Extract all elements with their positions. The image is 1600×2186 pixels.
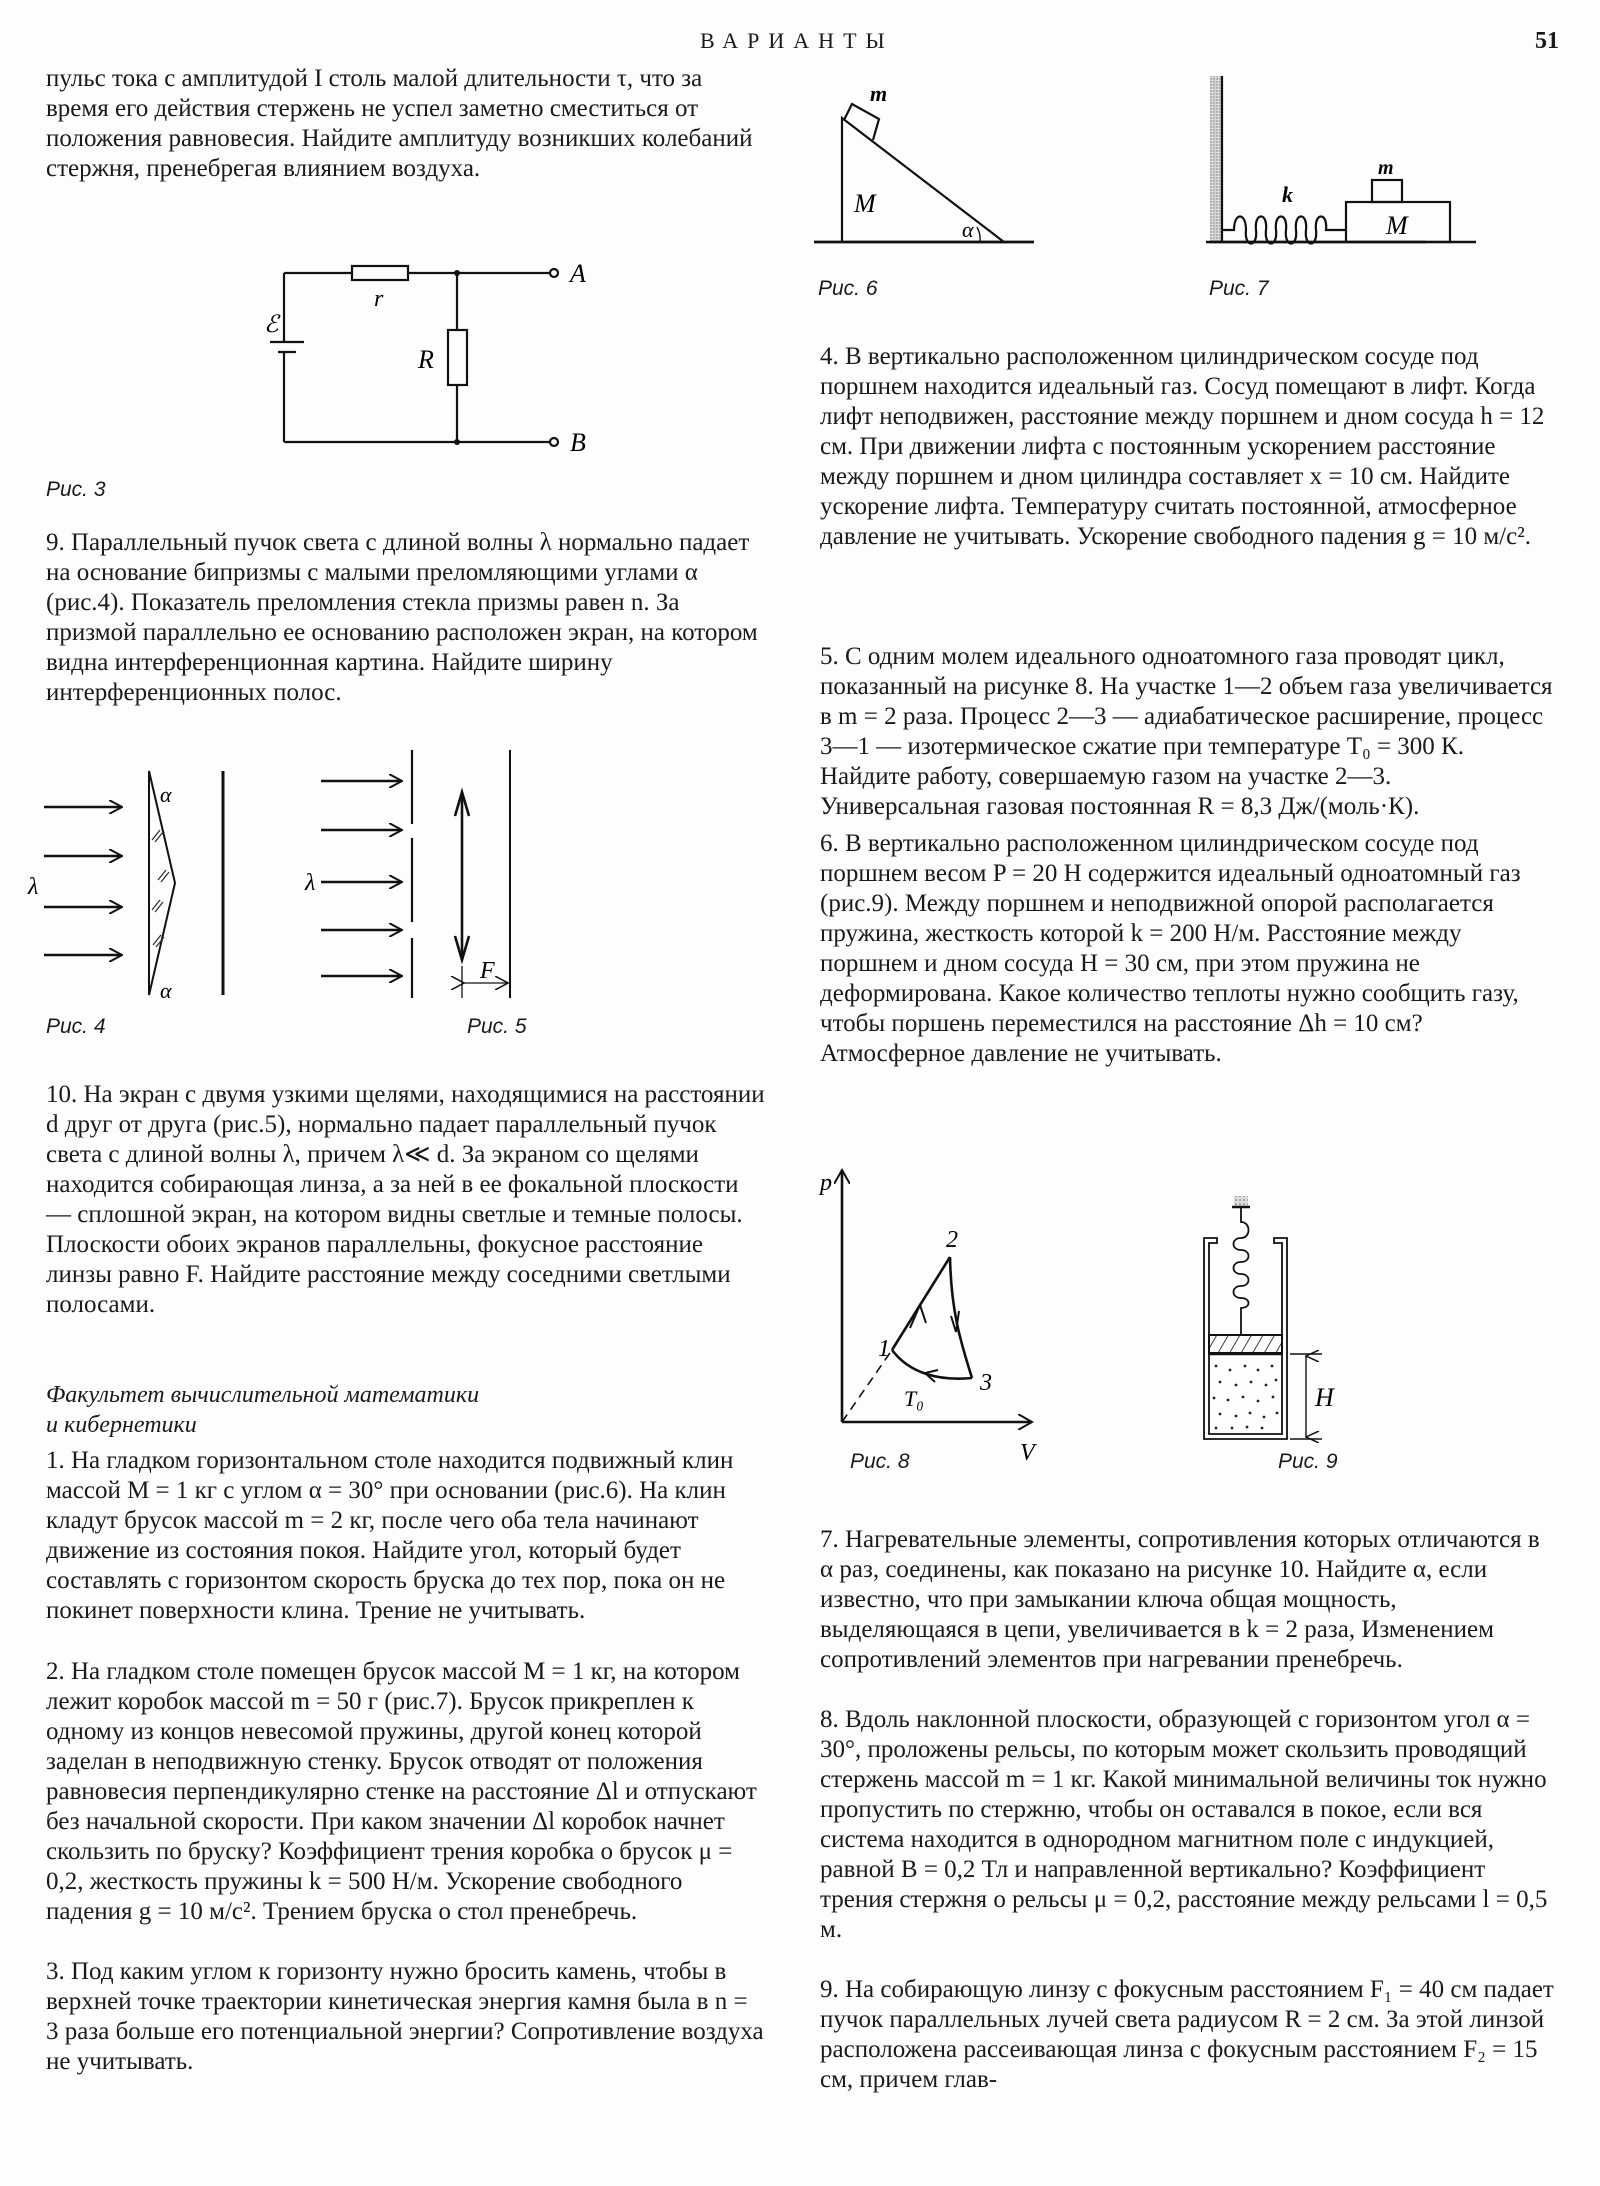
junction-top bbox=[454, 270, 460, 276]
terminal-B bbox=[550, 438, 558, 446]
page-number: 51 bbox=[1535, 28, 1559, 54]
figure-7-spring-blocks-body bbox=[1206, 72, 1496, 252]
label-r: r bbox=[374, 286, 384, 312]
caption-fig6: Рис. 6 bbox=[818, 277, 878, 300]
junction-bottom bbox=[454, 439, 460, 445]
problem-1: 1. На гладком горизонтальном столе находится подвижный клин массой M = 1 кг с углом α = 30° при основании (рис.6). На клин кладут брусок массой m = 2 кг, после чего оба тела начинают движение из состояния покоя. Найдите угол, который будет составлять с горизонтом скорость бруска до тех пор, пока он не покинет поверхности клина. Трение не учитывать. bbox=[46, 1447, 734, 1624]
label-alpha: α bbox=[962, 217, 974, 242]
process-1-2 bbox=[892, 1257, 950, 1350]
box-m bbox=[1372, 180, 1402, 202]
label-B: B bbox=[570, 428, 586, 457]
running-head: ВАРИАНТЫ bbox=[700, 28, 894, 53]
figure-9-piston bbox=[1150, 1170, 1410, 1430]
problem-7: 7. Нагревательные элементы, сопротивления которых отличаются в α раз, соединены, как показано на рисунке 10. Найдите α, если известно, что при замыкании ключа общая мощность, выделяющаяся в цепи, увеличивается в k = 2 раза, Изменением сопротивлений элементов при нагревании пренебречь. bbox=[820, 1526, 1540, 1673]
problem-6: 6. В вертикально расположенном цилиндрическом сосуде под поршнем весом P = 20 Н содержится идеальный одноатомный газ (рис.9). Между поршнем и неподвижной опорой располагается пружина, жесткость которой k = 200 Н/м. Расстояние между поршнем и дном сосуда H = 30 см, при этом пружина не деформирована. Какое количество теплоты нужно сообщить газу, чтобы поршень переместился на расстояние Δh = 10 см? Атмосферное давление не учитывать. bbox=[820, 830, 1521, 1067]
label-V: V bbox=[1020, 1440, 1035, 1466]
problem-8: 8. Вдоль наклонной плоскости, образующей с горизонтом угол α = 30°, проложены рельсы, по которым может скользить проводящий стержень массой m = 1 кг. Какой минимальной величины ток нужно пропустить по стержню, чтобы он оставался в покое, если вся система находится в однородном магнитном поле с индукцией, равной B = 0,2 Тл и направленной вертикально? Коэффициент трения стержня о рельсы μ = 0,2, расстояние между рельсами l = 0,5 м. bbox=[820, 1706, 1548, 1943]
caption-fig8: Рис. 8 bbox=[850, 1450, 910, 1473]
problem-9-left: 9. Параллельный пучок света с длиной волны λ нормально падает на основание бипризмы с малыми преломляющими углами α (рис.4). Показатель преломления стекла призмы равен n. За призмой параллельно ее основанию расположен экран, на котором видна интерференционная картина. Найдите ширину интерференционных полос. bbox=[46, 529, 758, 706]
spring bbox=[1234, 1207, 1249, 1335]
label-F: F bbox=[480, 958, 495, 984]
label-point-3: 3 bbox=[980, 1370, 992, 1396]
problem-4: 4. В вертикально расположенном цилиндрическом сосуде под поршнем находится идеальный газ. Сосуд помещают в лифт. Когда лифт неподвижен, расстояние между поршнем и дном сосуда h = 12 см. При движении лифта с постоянным ускорением расстояние между поршнем и дном цилиндра составляет x = 10 см. Найдите ускорение лифта. Температуру считать постоянной, атмосферное давление не учитывать. Ускорение свободного падения g = 10 м/с². bbox=[820, 343, 1545, 550]
label-alpha-top: α bbox=[160, 782, 172, 807]
problem-3: 3. Под каким углом к горизонту нужно бросить камень, чтобы в верхней точке траектории кинетическая энергия камня была в n = 3 раза больше его потенциальной энергии? Сопротивление воздуха не учитывать. bbox=[46, 1958, 764, 2075]
label-m: m bbox=[1378, 157, 1394, 179]
block-m bbox=[844, 104, 879, 140]
intro-paragraph: пульс тока с амплитудой I столь малой длительности τ, что за время его действия стержень не успел заметно сместиться от положения равновесия. Найдите амплитуду возникших колебаний стержня, пренебрегая влиянием воздуха. bbox=[46, 65, 753, 182]
piston bbox=[1209, 1335, 1282, 1353]
problem-5: 5. С одним молем идеального одноатомного газа проводят цикл, показанный на рисунке 8. На участке 1—2 объем газа увеличивается в m = 2 раза. Процесс 2—3 — адиабатическое расширение, процесс 3—1 — изотермическое сжатие при температуре T₀ = 300 К. Найдите работу, совершаемую газом на участке 2—3. Универсальная газовая постоянная R = 8,3 Дж/(моль·К). bbox=[820, 643, 1553, 820]
problem-9-right: 9. На собирающую линзу с фокусным расстоянием F₁ = 40 см падает пучок параллельных лучей света радиусом R = 2 см. За этой линзой расположена рассеивающая линза с фокусным расстоянием F₂ = 15 см, причем глав- bbox=[820, 1976, 1554, 2093]
terminal-A bbox=[550, 269, 558, 277]
support bbox=[1234, 1196, 1248, 1206]
process-3-1 bbox=[892, 1350, 972, 1379]
section-title-line2: и кибернетики bbox=[46, 1412, 197, 1438]
wedge-M bbox=[842, 118, 1004, 242]
label-point-2: 2 bbox=[946, 1227, 958, 1253]
label-emf: ℰ bbox=[264, 312, 279, 338]
process-2-3 bbox=[950, 1257, 972, 1378]
label-p: p bbox=[820, 1170, 832, 1196]
resistor-r bbox=[352, 266, 408, 280]
angle-arc bbox=[977, 227, 980, 242]
problem-10: 10. На экран с двумя узкими щелями, находящимися на расстоянии d друг от друга (рис.5), нормально падает параллельный пучок света с длиной волны λ, причем λ≪ d. За экраном со щелями находится собирающая линза, а за ней в ее фокальной плоскости — сплошной экран, на котором видны светлые и темные полосы. Плоскости обоих экранов параллельны, фокусное расстояние линзы равно F. Найдите расстояние между соседними светлыми полосами. bbox=[46, 1081, 765, 1318]
spring-k bbox=[1222, 217, 1346, 244]
label-A: A bbox=[570, 259, 586, 288]
label-M: M bbox=[1386, 211, 1408, 240]
label-R: R bbox=[418, 345, 434, 374]
figure-6-wedge bbox=[814, 80, 1054, 250]
page-header bbox=[0, 28, 1600, 58]
caption-fig4: Рис. 4 bbox=[46, 1015, 106, 1038]
label-k: k bbox=[1282, 182, 1293, 207]
caption-fig3: Рис. 3 bbox=[46, 478, 106, 501]
label-T0: T₀ bbox=[904, 1386, 924, 1411]
label-H: H bbox=[1315, 1383, 1334, 1412]
section-title-line1: Факультет вычислительной математики bbox=[46, 1382, 480, 1408]
label-lambda: λ bbox=[28, 874, 39, 900]
label-M: M bbox=[854, 189, 876, 218]
label-alpha-bottom: α bbox=[160, 978, 172, 1003]
figure-3-circuit bbox=[264, 259, 590, 460]
problem-2: 2. На гладком столе помещен брусок массой M = 1 кг, на котором лежит коробок массой m = 50 г (рис.7). Брусок прикреплен к одному из концов невесомой пружины, другой конец которой заделан в неподвижную стенку. Брусок отводят от положения равновесия перпендикулярно стенке на расстояние Δl и отпускают без начальной скорости. При каком значении Δl коробок начнет скользить по бруску? Коэффициент трения коробка о брусок μ = 0,2, жесткость пружины k = 500 Н/м. Ускорение свободного падения g = 10 м/с². Трением бруска о стол пренебречь. bbox=[46, 1658, 757, 1925]
caption-fig5: Рис. 5 bbox=[467, 1015, 527, 1038]
label-point-1: 1 bbox=[878, 1336, 890, 1362]
label-m: m bbox=[870, 81, 888, 106]
gas-dots bbox=[1213, 1365, 1279, 1430]
caption-fig9: Рис. 9 bbox=[1278, 1450, 1338, 1473]
resistor-R bbox=[448, 330, 467, 385]
caption-fig7: Рис. 7 bbox=[1209, 277, 1269, 300]
figure-5-double-slit bbox=[300, 750, 800, 1010]
label-lambda: λ bbox=[305, 870, 316, 896]
